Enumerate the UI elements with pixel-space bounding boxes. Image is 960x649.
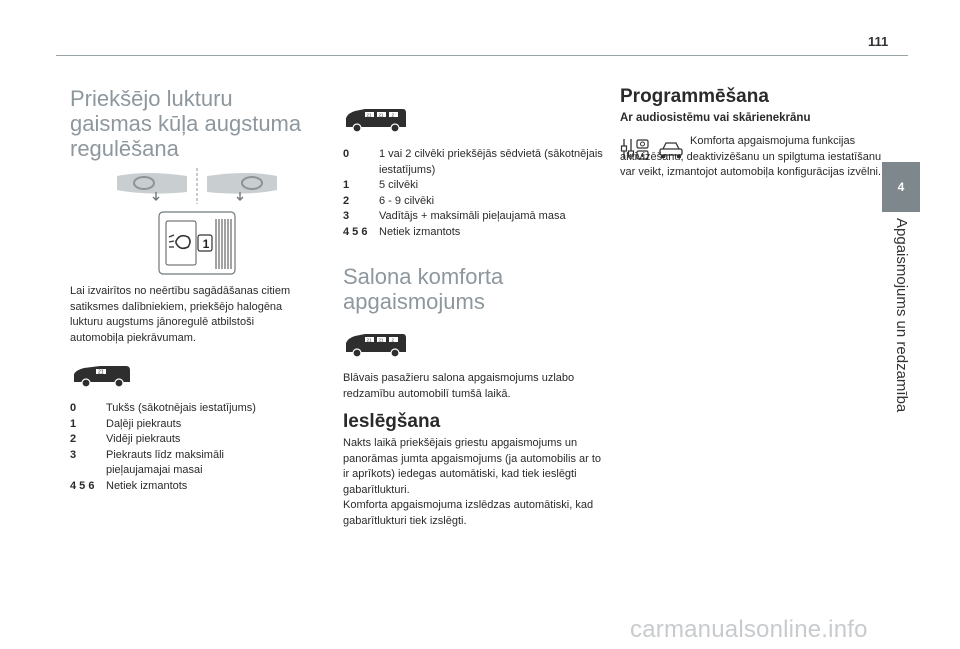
list-item: 3 Piekrauts līdz maksimāli pieļaujamajai masai [70, 448, 224, 476]
list-item: 4 5 6 Netiek izmantots [343, 225, 461, 238]
watermark: carmanualsonline.info [630, 616, 868, 643]
header-rule [56, 55, 908, 56]
switching-on-text-2: Komforta apgaismojuma izslēdzas automātiski, kad gabarītlukturi tiek izslēgti. [343, 499, 594, 527]
section-title-switching-on: Ieslēgšana [343, 411, 441, 432]
headlamp-beam-diagram-icon [112, 166, 282, 206]
headlamp-intro-text: Lai izvairītos no neērtību sagādāšanas citiem satiksmes dalībniekiem, priekšējo halogēna lukturu augstums jānoregulē atbilstoši automobiļa piekrāvumam. [70, 285, 291, 344]
svg-text:21: 21 [366, 337, 372, 343]
programming-subtitle: Ar audiosistēmu vai skārienekrānu [620, 112, 811, 124]
switching-on-text-1: Nakts laikā priekšējais griestu apgaismojums un panorāmas jumta apgaismojums (ja automobilis ar to ir aprīkots) iedegas automātiski, kad tiek ieslēgti gabarītlukturi. [343, 437, 602, 496]
headlamp-position-list [70, 401, 310, 494]
switch-position-label: 1 [202, 237, 210, 251]
list-item: 4 5 6 Netiek izmantots [70, 479, 188, 492]
headlamp-adjust-switch-icon [158, 211, 236, 275]
list-item: 2 6 - 9 cilvēki [343, 194, 435, 207]
list-item: 0 Tukšs (sākotnējais iestatījums) [70, 402, 256, 414]
list-item: 3 Vadītājs + maksimāli pieļaujamā masa [343, 210, 566, 222]
list-item: 2 Vidēji piekrauts [70, 433, 181, 445]
minibus-side-icon [343, 107, 409, 133]
svg-text:21: 21 [366, 112, 372, 118]
van-side-icon [70, 364, 132, 388]
list-item: 1 5 cilvēki [343, 179, 419, 191]
list-item: 1 Daļēji piekrauts [70, 417, 182, 430]
comfort-lighting-text: Blāvais pasažieru salona apgaismojums uzlabo redzamību automobilī tumšā laikā. [343, 372, 575, 400]
load-position-list [343, 147, 603, 240]
svg-text:2: 2 [391, 112, 395, 118]
minibus-side-icon-2 [343, 332, 409, 358]
section-title-comfort-lighting: Salona komforta apgaismojums [343, 264, 504, 314]
programming-text: Komforta apgaismojuma funkcijas aktivizēšanu, deaktivizēšanu un spilgtuma iestatīšanu var veikt, izmantojot automobiļa konfigurācijas izvēlni. [620, 135, 882, 178]
chapter-tab[interactable]: 4 [882, 162, 920, 212]
section-title-headlamp: Priekšējo lukturu gaismas kūļa augstuma regulēšana [70, 86, 302, 161]
section-title-programming: Programmēšana [620, 86, 769, 107]
list-item: 0 1 vai 2 cilvēki priekšējās sēdvietā (sākotnējais iestatījums) [343, 148, 603, 176]
svg-text:2: 2 [391, 337, 395, 343]
svg-text:21: 21 [378, 112, 384, 118]
svg-text:21: 21 [98, 369, 104, 376]
page-number: 111 [868, 34, 889, 49]
svg-text:21: 21 [378, 337, 384, 343]
chapter-title: Apgaismojums un redzamība [893, 218, 910, 413]
